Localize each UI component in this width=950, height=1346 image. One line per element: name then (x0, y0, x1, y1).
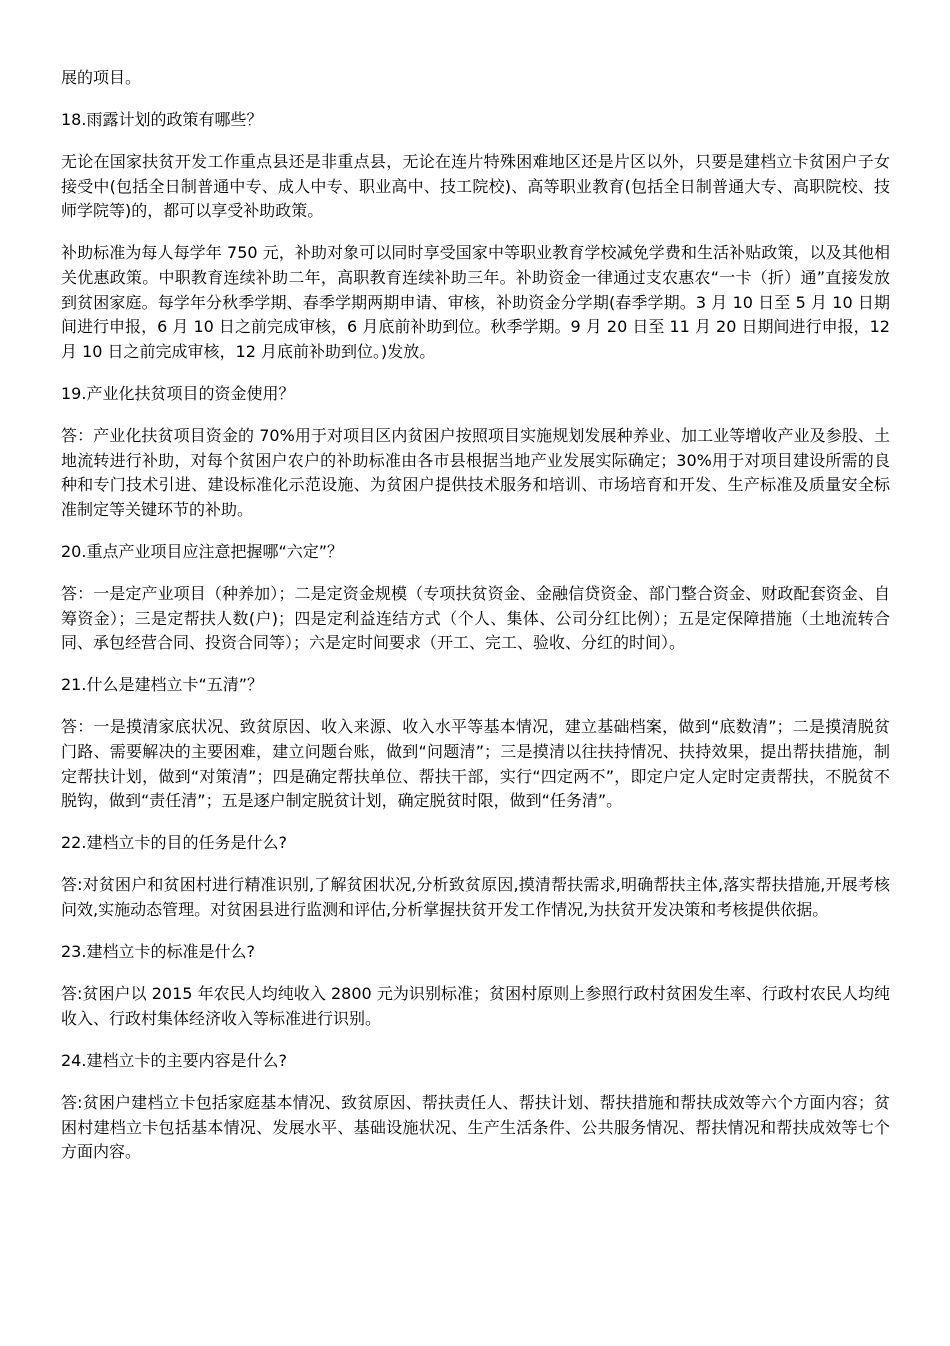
question-20: 20.重点产业项目应注意把握哪“六定”？ (61, 541, 344, 561)
question-22: 22.建档立卡的目的任务是什么? (61, 833, 287, 853)
answer-18-part-1: 无论在国家扶贫开发工作重点县还是非重点县，无论在连片特殊困难地区还是片区以外，只要是建档立卡贫困户子女接受中(包括全日制普通中专、成人中专、职业高中、技工院校)、高等职业教育(包括全日制普通大专、高职院校、技师学院等)的，都可以享受补助政策。 (61, 152, 890, 221)
paragraph-continuation: 展的项目。 (61, 68, 142, 87)
answer-21: 答：一是摸清家底状况、致贫原因、收入来源、收入水平等基本情况，建立基础档案，做到“底数清”；二是摸清脱贫门路、需要解决的主要困难，建立问题台账，做到“问题清”；三是摸清以往扶持情况、扶持效果，提出帮扶措施，制定帮扶计划，做到“对策清”；四是确定帮扶单位、帮扶干部，实行“四定两不”，即定户定人定时定责帮扶，不脱贫不脱钩，做到“责任清”；五是逐户制定脱贫计划，确定脱贫时限，做到“任务清”。 (61, 717, 890, 811)
question-24: 24.建档立卡的主要内容是什么? (61, 1050, 287, 1070)
question-23: 23.建档立卡的标准是什么? (61, 942, 255, 962)
answer-24: 答:贫困户建档立卡包括家庭基本情况、致贫原因、帮扶责任人、帮扶计划、帮扶措施和帮扶成效等六个方面内容；贫困村建档立卡包括基本情况、发展水平、基础设施状况、生产生活条件、公共服务情况、帮扶情况和帮扶成效等七个方面内容。 (61, 1092, 890, 1162)
question-19: 19.产业化扶贫项目的资金使用？ (61, 383, 295, 403)
answer-23: 答:贫困户以 2015 年农民人均纯收入 2800 元为识别标准；贫困村原则上参照行政村贫困发生率、行政村农民人均纯收入、行政村集体经济收入等标准进行识别。 (61, 984, 890, 1028)
answer-18-part-2: 补助标准为每人每学年 750 元，补助对象可以同时享受国家中等职业教育学校减免学费和生活补贴政策，以及其他相关优惠政策。中职教育连续补助二年，高职教育连续补助三年。补助资金一律通过支农惠农“一卡（折）通”直接发放到贫困家庭。每学年分秋季学期、春季学期两期申请、审核，补助资金分学期(春季学期。3 月 10 日至 5 月 10 日期间进行申报，6 月 10 日之前完成审核，6 月底前补助到位。秋季学期。9 月 20 日至 11 月 20 日期间进行申报，12 月 10 日之前完成审核，12 月底前补助到位。)发放。 (61, 243, 890, 361)
answer-19: 答：产业化扶贫项目资金的 70%用于对项目区内贫困户按照项目实施规划发展种养业、加工业等增收产业及参股、土地流转进行补助，对每个贫困户农户的补助标准由各市县根据当地产业发展实际确定；30%用于对项目建设所需的良种和专门技术引进、建设标准化示范设施、为贫困户提供技术服务和培训、市场培育和开发、生产标准及质量安全标准制定等关键环节的补助。 (61, 426, 890, 519)
answer-20: 答：一是定产业项目（种养加）；二是定资金规模（专项扶贫资金、金融信贷资金、部门整合资金、财政配套资金、自筹资金）；三是定帮扶人数(户)；四是定利益连结方式（个人、集体、公司分红比例）；五是定保障措施（土地流转合同、承包经营合同、投资合同等）；六是定时间要求（开工、完工、验收、分红的时间）。 (61, 584, 890, 653)
question-21: 21.什么是建档立卡“五清”？ (61, 675, 264, 695)
answer-22: 答:对贫困户和贫困村进行精准识别,了解贫困状况,分析致贫原因,摸清帮扶需求,明确帮扶主体,落实帮扶措施,开展考核问效,实施动态管理。对贫困县进行监测和评估,分析掌握扶贫开发工作情况,为扶贫开发决策和考核提供依据。 (61, 875, 890, 919)
question-18: 18.雨露计划的政策有哪些？ (61, 110, 263, 130)
